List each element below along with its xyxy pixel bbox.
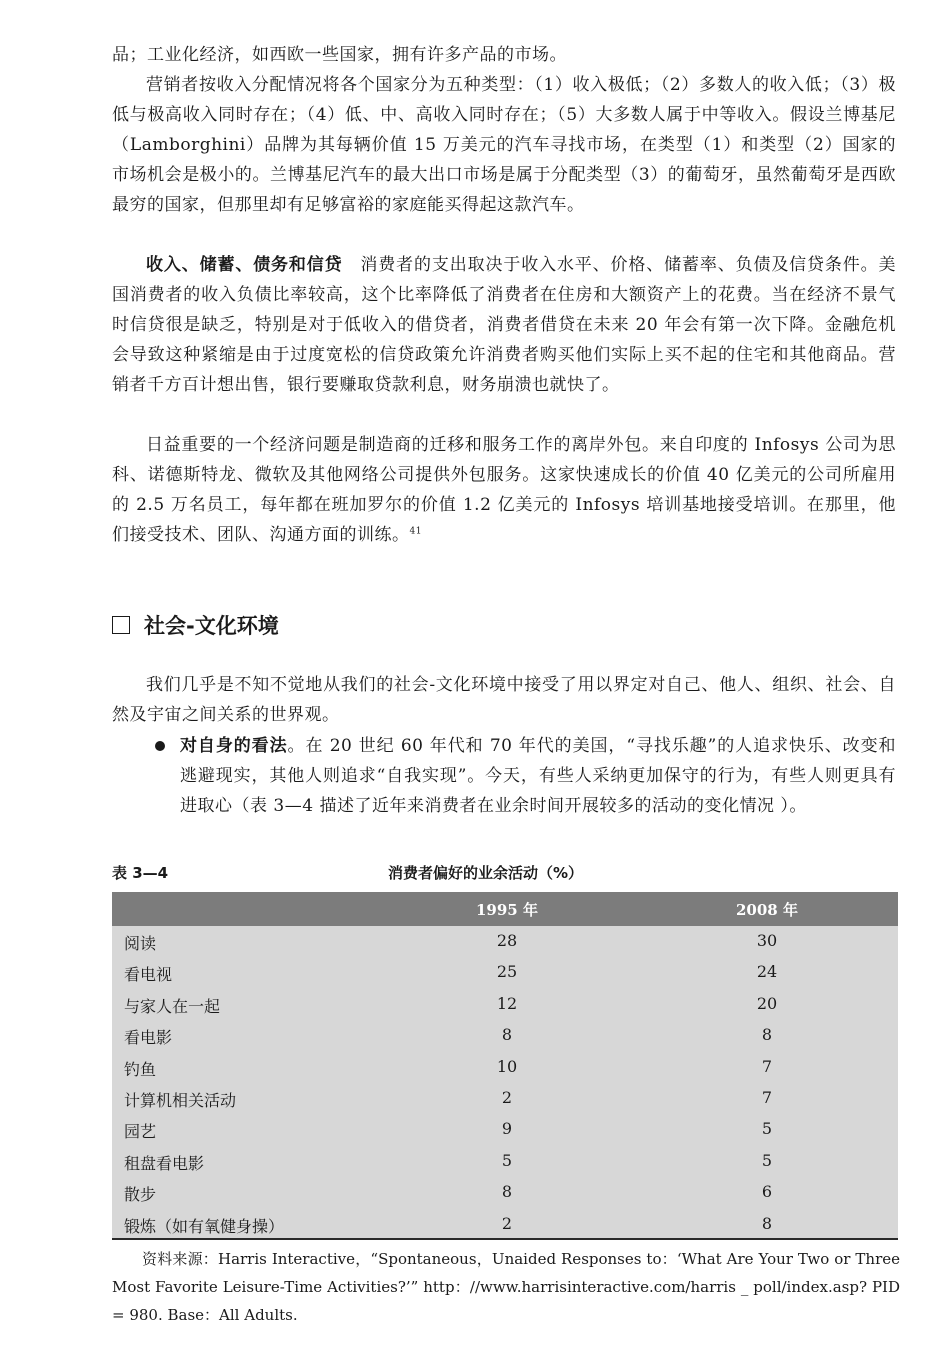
value-2008: 30	[756, 931, 778, 950]
value-2008: 8	[761, 1213, 773, 1233]
section-intro: 我们几乎是不知不觉地从我们的社会-文化环境中接受了用以界定对自己、他人、组织、社会、自然及宇宙之间关系的世界观。	[112, 675, 896, 725]
table-row	[112, 989, 898, 1020]
value-1995: 2	[501, 1087, 513, 1107]
value-1995: 5	[501, 1150, 513, 1170]
value-2008: 5	[761, 1150, 773, 1170]
table-row	[112, 926, 898, 957]
activity-name: 看电视	[124, 965, 173, 985]
paragraph-outsourcing	[112, 430, 896, 550]
activity-name: 园艺	[124, 1122, 157, 1142]
activity-name: 租盘看电影	[124, 1153, 205, 1173]
header-1995: 1995 年	[476, 901, 538, 919]
leisure-activity-table	[112, 892, 898, 1240]
value-1995: 10	[496, 1056, 518, 1076]
activity-name: 钓鱼	[124, 1059, 157, 1079]
table-row	[112, 1177, 898, 1208]
bullet-body: 。在 20 世纪 60 年代和 70 年代的美国，“寻找乐趣”的人追求快乐、改变和逃避现实，其他人则追求“自我实现”。今天，有些人采纳更加保守的行为，有些人则更具有进取心（表 3—4 描述了近年来消费者在业余时间开展较多的活动的变化情况 ）。	[180, 736, 897, 816]
table-row	[112, 1114, 898, 1145]
section-title: 社会-文化环境	[144, 614, 279, 638]
value-1995: 12	[496, 993, 518, 1013]
value-2008: 7	[761, 1087, 773, 1107]
activity-name: 阅读	[124, 934, 157, 953]
table-source-note: 资料来源：Harris Interactive，“Spontaneous，Unaided Responses to：‘What Are Your Two or Three Most Favorite Leisure-Time Activities?’” http：//www.harrisinteractive.com/harris _ poll/index.asp? PID = 980. Base：All Adults.	[112, 1250, 900, 1324]
activity-name: 计算机相关活动	[124, 1090, 237, 1110]
square-box-icon	[112, 616, 130, 634]
value-1995: 25	[496, 962, 518, 982]
table-row	[112, 1146, 898, 1177]
bullet-item	[155, 731, 896, 821]
value-2008: 6	[761, 1182, 773, 1202]
table-row	[112, 1052, 898, 1083]
paragraph-income-savings	[112, 250, 896, 400]
value-1995: 8	[501, 1025, 513, 1045]
value-2008: 7	[761, 1056, 773, 1076]
footnote-ref: 41	[409, 526, 422, 537]
activity-name: 与家人在一起	[124, 996, 221, 1016]
paragraph-continued: 品；工业化经济，如西欧一些国家，拥有许多产品的市场。	[112, 45, 567, 65]
value-1995: 28	[496, 931, 518, 950]
section-heading	[112, 610, 279, 642]
activity-name: 散步	[124, 1185, 157, 1205]
table-header-row	[112, 892, 898, 926]
paragraph-heading: 收入、储蓄、债务和信贷	[146, 255, 343, 275]
value-2008: 20	[756, 993, 778, 1013]
table-row	[112, 957, 898, 988]
table-row	[112, 1209, 898, 1240]
table-row	[112, 1083, 898, 1114]
bullet-dot-icon	[155, 741, 165, 751]
activity-name: 看电影	[124, 1028, 173, 1048]
paragraph-income-distribution: 营销者按收入分配情况将各个国家分为五种类型：（1）收入极低；（2）多数人的收入低；（3）极低与极高收入同时存在；（4）低、中、高收入同时存在；（5）大多数人属于中等收入。假设兰博基尼（Lamborghini）品牌为其每辆价值 15 万美元的汽车寻找市场，在类型（1）和类型（2）国家的市场机会是极小的。兰博基尼汽车的最大出口市场是属于分配类型（3）的葡萄牙，虽然葡萄牙是西欧最穷的国家，但那里却有足够富裕的家庭能买得起这款汽车。	[112, 75, 896, 215]
table-title: 消费者偏好的业余活动（%）	[388, 864, 584, 882]
value-2008: 24	[756, 962, 778, 982]
table-row	[112, 1020, 898, 1051]
paragraph-body: 消费者的支出取决于收入水平、价格、储蓄率、负债及信贷条件。美国消费者的收入负债比率较高，这个比率降低了消费者在住房和大额资产上的花费。当在经济不景气时信贷很是缺乏，特别是对于低收入的借贷者，消费者借贷在未来 20 年会有第一次下降。金融危机会导致这种紧缩是由于过度宽松的信贷政策允许消费者购买他们实际上买不起的住宅和其他商品。营销者千方百计想出售，银行要赚取贷款利息，财务崩溃也就快了。	[112, 255, 897, 395]
paragraph-body: 日益重要的一个经济问题是制造商的迁移和服务工作的离岸外包。来自印度的 Infosys 公司为思科、诺德斯特龙、微软及其他网络公司提供外包服务。这家快速成长的价值 40 亿美元的公司所雇用的 2.5 万名员工，每年都在班加罗尔的价值 1.2 亿美元的 Infosys 培训基地接受培训。在那里，他们接受技术、团队、沟通方面的训练。	[112, 435, 897, 545]
value-2008: 5	[761, 1119, 773, 1139]
value-1995: 8	[501, 1182, 513, 1202]
value-1995: 9	[501, 1119, 513, 1139]
bullet-heading: 对自身的看法	[180, 736, 288, 756]
activity-name: 锻炼（如有氧健身操）	[124, 1216, 285, 1236]
value-2008: 8	[761, 1025, 773, 1045]
value-1995: 2	[501, 1213, 513, 1233]
table-label: 表 3—4	[112, 864, 169, 882]
table-bottom-rule	[112, 1238, 898, 1240]
bullet-text	[180, 731, 896, 821]
header-2008: 2008 年	[736, 901, 798, 919]
